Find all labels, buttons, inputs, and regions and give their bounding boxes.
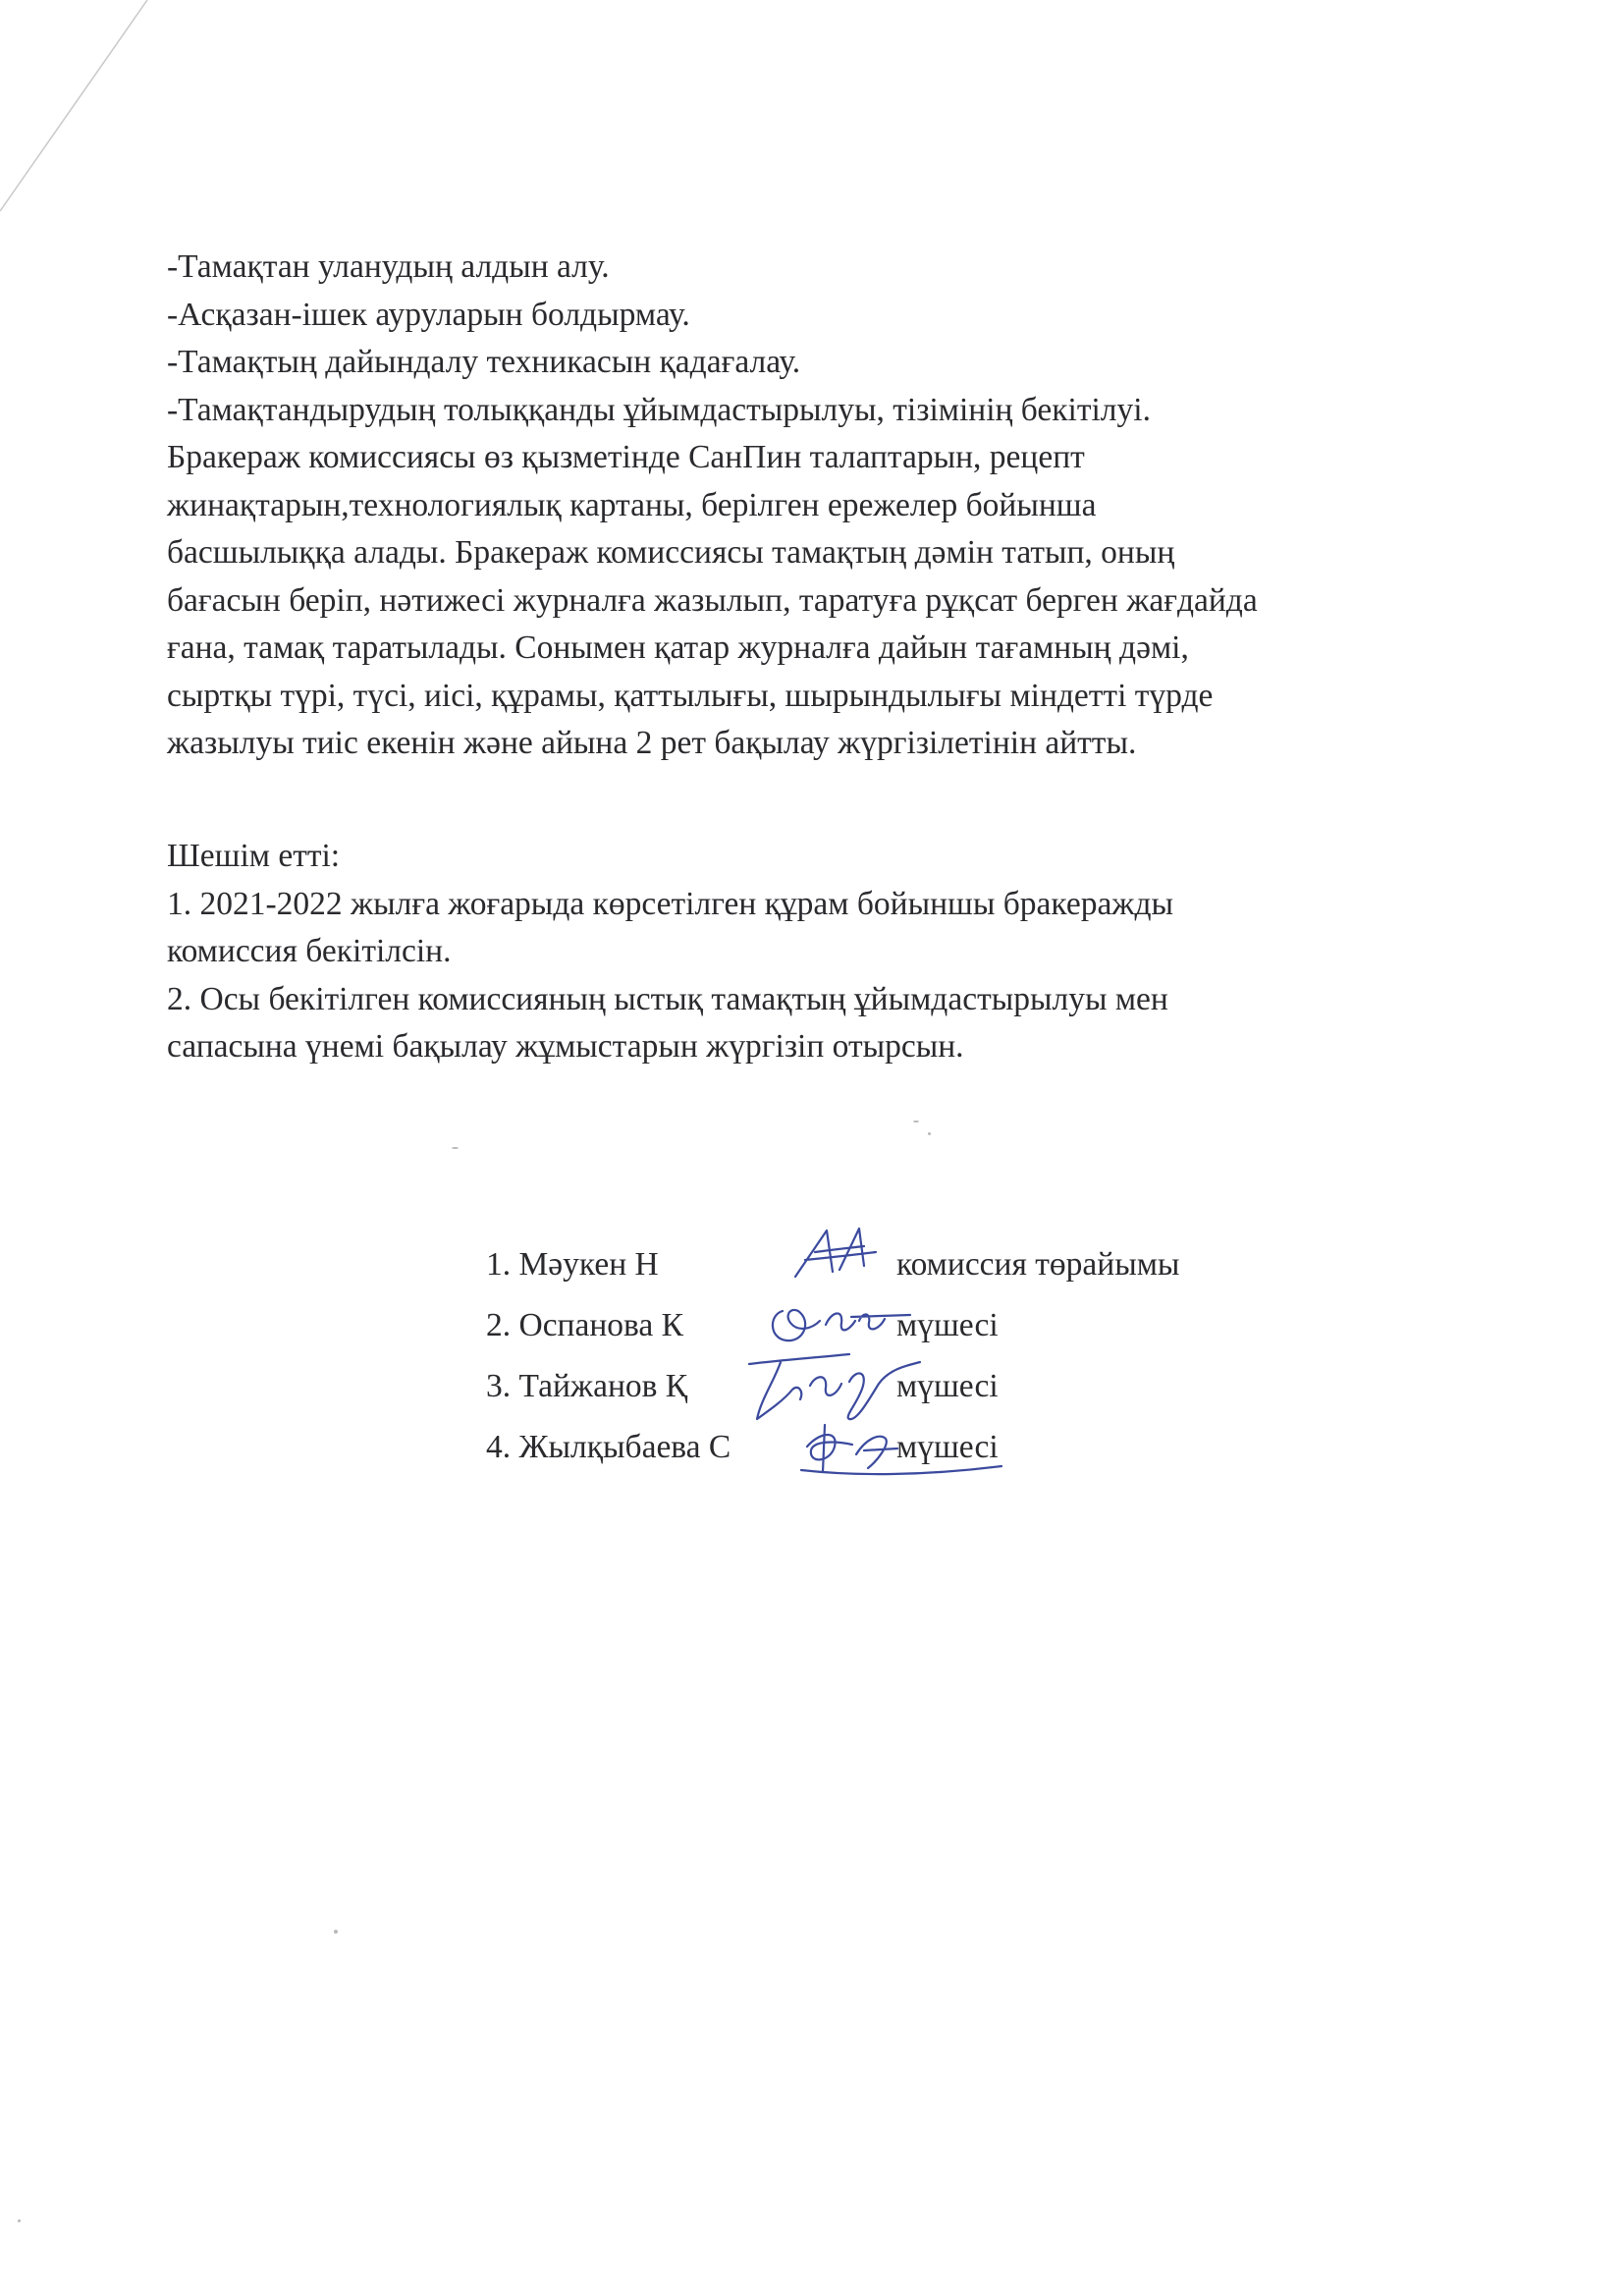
- scan-speck: [18, 2219, 21, 2222]
- resolution-line: 2. Осы бекітілген комиссияның ыстық тамақтың ұйымдастырылуы мен: [167, 980, 1168, 1017]
- body-line: бағасын беріп, нәтижесі журналға жазылып, таратуға рұқсат берген жағдайда: [167, 581, 1258, 619]
- body-line: -Тамақтың дайындалу техникасын қадағалау.: [167, 344, 801, 380]
- resolution-line: 1. 2021-2022 жылға жоғарыда көрсетілген құрам бойыншы бракеражды: [167, 885, 1174, 922]
- document-body: [167, 244, 1473, 768]
- signatory-name: 2. Оспанова К: [486, 1307, 683, 1343]
- signatory-name: 3. Тайжанов Қ: [486, 1368, 688, 1404]
- signatory-role: мүшесі: [896, 1429, 999, 1465]
- body-line: -Тамақтан уланудың алдын алу.: [167, 248, 610, 285]
- body-line: -Асқазан-ішек ауруларын болдырмау.: [167, 296, 690, 333]
- body-line: жинақтарын,технологиялық картаны, берілген ережелер бойынша: [167, 486, 1097, 523]
- page-fold-mark: [0, 0, 157, 226]
- body-line: сыртқы түрі, түсі, иісі, құрамы, қаттылығы, шырындылығы міндетті түрде: [167, 677, 1214, 714]
- signatory-name: 1. Мәукен Н: [486, 1246, 659, 1283]
- body-line: басшылыққа алады. Бракераж комиссиясы тамақтың дәмін татып, оның: [167, 534, 1175, 571]
- scan-speck: [913, 1121, 919, 1122]
- signature-block: [0, 1232, 1624, 1527]
- signatory-role: комиссия төрайымы: [896, 1246, 1180, 1283]
- resolution-section: [167, 833, 1473, 1071]
- signatory-name: 4. Жылқыбаева С: [486, 1429, 731, 1465]
- scan-speck: [928, 1132, 931, 1135]
- body-line: жазылуы тиіс екенін және айына 2 рет бақылау жүргізілетінін айтты.: [167, 725, 1137, 761]
- resolution-heading: Шешім етті:: [167, 838, 341, 874]
- body-line: -Тамақтандырудың толыққанды ұйымдастырылуы, тізімінің бекітілуі.: [167, 391, 1151, 428]
- signatory-role: мүшесі: [896, 1368, 999, 1404]
- body-line: Бракераж комиссиясы өз қызметінде СанПин талаптарын, рецепт: [167, 439, 1085, 475]
- scan-speck: [334, 1930, 338, 1934]
- resolution-line: сапасына үнемі бақылау жұмыстарын жүргізіп отырсын.: [167, 1028, 964, 1065]
- handwritten-signature: [795, 1411, 1011, 1490]
- scan-speck: [452, 1147, 459, 1149]
- signatory-role: мүшесі: [896, 1307, 999, 1343]
- body-line: ғана, тамақ таратылады. Сонымен қатар журналға дайын тағамның дәмі,: [167, 629, 1189, 666]
- resolution-line: комиссия бекітілсін.: [167, 933, 452, 969]
